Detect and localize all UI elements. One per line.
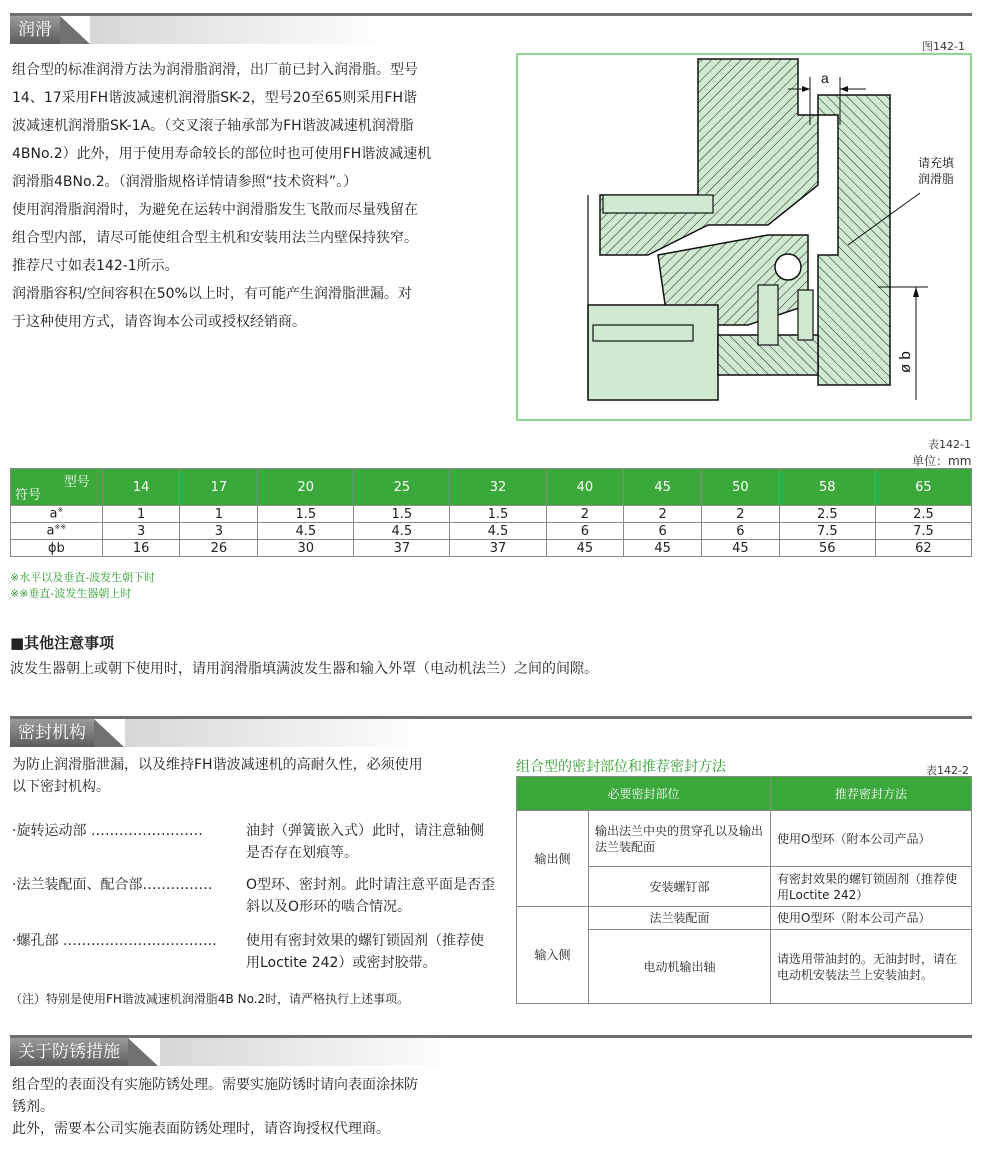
table-cell: 1 [102, 506, 180, 523]
table-cell: 16 [102, 540, 180, 557]
table-cell: 45 [624, 540, 702, 557]
table-row [517, 811, 972, 867]
corner-model-label: 型号 [63, 475, 90, 490]
table-row [11, 540, 972, 557]
table-cell: 56 [779, 540, 875, 557]
text-line: 此外，需要本公司实施表面防锈处理时，请咨询授权代理商。 [12, 1121, 390, 1137]
other-notes-heading: ■其他注意事项 [10, 634, 115, 652]
table-cell: 6 [624, 523, 702, 540]
table-cell: 7.5 [875, 523, 971, 540]
table-cell: 7.5 [779, 523, 875, 540]
text-line: 推荐尺寸如表142-1所示。 [12, 258, 179, 274]
section-fade-seal [125, 719, 425, 747]
table-cell: 电动机输出轴 [589, 930, 771, 1004]
other-notes-text: 波发生器朝上或朝下使用时，请用润滑脂填满波发生器和输入外罩（电动机法兰）之间的间隙。 [10, 661, 598, 677]
input-side-cell: 输入侧 [517, 907, 589, 1004]
seal-item-key: ·旋转运动部 …………………… [12, 823, 203, 839]
table-cell: 使用O型环（附本公司产品） [771, 907, 972, 930]
seal-item-value: 油封（弹簧嵌入式）此时，请注意轴侧是否存在划痕等。 [246, 823, 484, 861]
text-line: 波减速机润滑脂SK-1A。（交叉滚子轴承部为FH谐波减速机润滑脂 [12, 118, 414, 134]
table-cell: 法兰装配面 [589, 907, 771, 930]
cross-section-drawing [518, 55, 970, 419]
text-line: 以下密封机构。 [12, 779, 110, 795]
callout-line2: 润滑脂 [918, 172, 955, 186]
seal-item-value: O型环、密封剂。此时请注意平面是否歪斜以及O形环的啮合情况。 [246, 877, 496, 915]
table-cell: 45 [546, 540, 624, 557]
table-cell: 2.5 [779, 506, 875, 523]
text-line: 使用润滑脂润滑时，为避免在运转中润滑脂发生飞散而尽量残留在 [12, 202, 418, 218]
model-header: 45 [624, 469, 702, 506]
dimension-b-label: ø b [897, 351, 914, 373]
table-cell: 输出法兰中央的贯穿孔以及输出法兰装配面 [589, 811, 771, 867]
symbol-mark: ※ [57, 506, 64, 515]
table-cell: 26 [180, 540, 258, 557]
text-line: 4BNo.2）此外，用于使用寿命较长的部位时也可使用FH谐波减速机 [12, 146, 432, 162]
section-fade-lubrication [90, 16, 390, 44]
section-title-seal: 密封机构 [10, 719, 94, 747]
text-line: 锈剂。 [12, 1099, 54, 1115]
text-line: 组合型的表面没有实施防锈处理。需要实施防锈时请向表面涂抹防 [12, 1077, 418, 1093]
row-symbol [11, 506, 103, 523]
table-cell: 45 [702, 540, 780, 557]
model-header: 20 [258, 469, 354, 506]
table1-note-1: ※水平以及垂直-波发生朝下时 [10, 571, 156, 584]
table-row [11, 523, 972, 540]
text-line: 为防止润滑脂泄漏，以及维持FH谐波减速机的高耐久性，必须使用 [12, 757, 423, 773]
model-header: 40 [546, 469, 624, 506]
table-corner-cell [11, 469, 103, 506]
table-cell: 安装螺钉部 [589, 867, 771, 907]
text-line: 组合型内部，请尽可能使组合型主机和安装用法兰内壁保持狭窄。 [12, 230, 418, 246]
corner-symbol-label: 符号 [15, 488, 42, 503]
figure-label: 图142-1 [922, 40, 965, 53]
table-cell: 1.5 [354, 506, 450, 523]
table2-label: 表142-2 [926, 764, 969, 777]
table1-label: 表142-1 [928, 438, 971, 451]
table-cell: 37 [354, 540, 450, 557]
seal-footnote: （注）特别是使用FH谐波减速机润滑脂4B No.2时，请严格执行上述事项。 [10, 992, 410, 1006]
seal-item-key: ·法兰装配面、配合部…………… [12, 877, 213, 893]
symbol-text: ϕb [47, 540, 65, 556]
table-header-row [517, 777, 972, 811]
row-symbol [11, 540, 103, 557]
table-cell: 6 [702, 523, 780, 540]
table-seal-methods [516, 776, 972, 1004]
table-cell: 4.5 [450, 523, 546, 540]
table-cell: 2 [702, 506, 780, 523]
symbol-mark: ※※ [54, 523, 67, 532]
table2-title: 组合型的密封部位和推荐密封方法 [516, 759, 726, 775]
model-header: 65 [875, 469, 971, 506]
symbol-text: a [46, 523, 55, 539]
symbol-text: a [49, 506, 58, 522]
text-line: 14、17采用FH谐波减速机润滑脂SK-2，型号20至65则采用FH谐 [12, 90, 417, 106]
figure-cross-section [516, 53, 972, 421]
table-cell: 有密封效果的螺钉锁固剂（推荐使用Loctite 242） [771, 867, 972, 907]
dimension-a-label: a [821, 70, 829, 86]
table-cell: 30 [258, 540, 354, 557]
seal-item-key: ·螺孔部 …………………………… [12, 933, 217, 949]
model-header: 14 [102, 469, 180, 506]
model-header: 50 [702, 469, 780, 506]
table-cell: 2 [546, 506, 624, 523]
header-seal-part: 必要密封部位 [517, 777, 771, 811]
table-cell: 1.5 [450, 506, 546, 523]
section-title-rust: 关于防锈措施 [10, 1038, 128, 1066]
section-title-lubrication: 润滑 [10, 16, 60, 44]
table-cell: 1 [180, 506, 258, 523]
table-cell: 4.5 [354, 523, 450, 540]
table-cell: 37 [450, 540, 546, 557]
table-cell: 2.5 [875, 506, 971, 523]
table1-unit: 单位：mm [912, 454, 972, 468]
rust-paragraph [12, 1074, 418, 1140]
table-row [517, 907, 972, 930]
header-seal-method: 推荐密封方法 [771, 777, 972, 811]
row-symbol [11, 523, 103, 540]
table-cell: 6 [546, 523, 624, 540]
table-cell: 3 [102, 523, 180, 540]
table-row [11, 506, 972, 523]
section-fade-rust [160, 1038, 460, 1066]
table-cell: 1.5 [258, 506, 354, 523]
model-header: 58 [779, 469, 875, 506]
table-recommended-dimensions [10, 468, 972, 557]
text-line: 于这种使用方式，请咨询本公司或授权经销商。 [12, 314, 306, 330]
seal-intro [12, 754, 423, 798]
callout-line1: 请充填 [918, 156, 955, 170]
table1-note-2: ※※垂直-波发生器朝上时 [10, 587, 132, 600]
table-cell: 3 [180, 523, 258, 540]
text-line: 润滑脂4BNo.2。（润滑脂规格详情请参照“技术资料”。） [12, 174, 358, 190]
text-line: 润滑脂容积/空间容积在50%以上时，有可能产生润滑脂泄漏。对 [12, 286, 412, 302]
output-side-cell: 输出侧 [517, 811, 589, 907]
lubrication-paragraph [12, 56, 431, 336]
seal-item-value: 使用有密封效果的螺钉锁固剂（推荐使用Loctite 242）或密封胶带。 [246, 933, 484, 971]
model-header: 32 [450, 469, 546, 506]
table-header-row [11, 469, 972, 506]
table-cell: 2 [624, 506, 702, 523]
model-header: 17 [180, 469, 258, 506]
table-cell: 请选用带油封的。无油封时，请在电动机安装法兰上安装油封。 [771, 930, 972, 1004]
text-line: 组合型的标准润滑方法为润滑脂润滑，出厂前已封入润滑脂。型号 [12, 62, 418, 78]
table-cell: 4.5 [258, 523, 354, 540]
model-header: 25 [354, 469, 450, 506]
table-cell: 62 [875, 540, 971, 557]
table-cell: 使用O型环（附本公司产品） [771, 811, 972, 867]
